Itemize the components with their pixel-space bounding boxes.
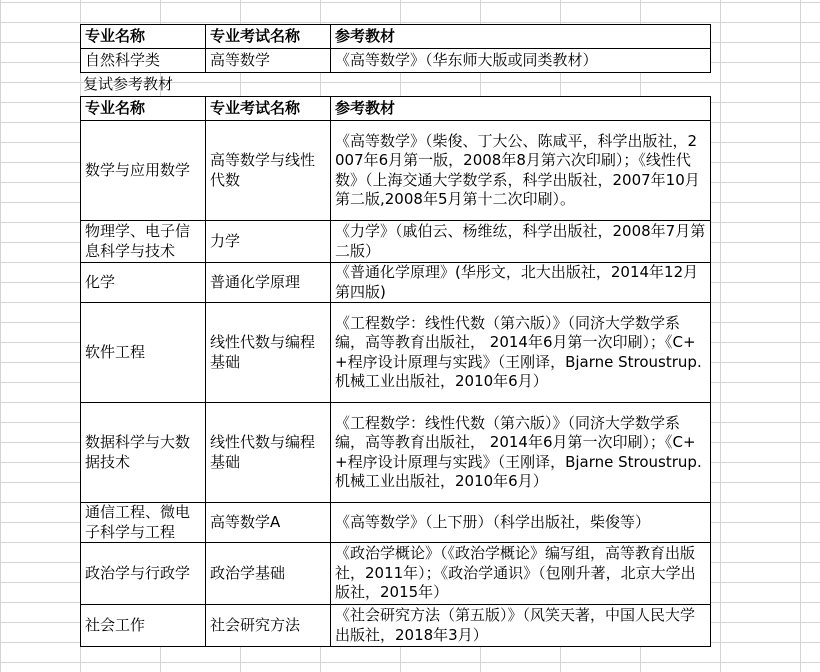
cell-major[interactable]: 物理学、电子信息科学与技术 — [81, 221, 206, 263]
initial-exam-table — [80, 24, 711, 73]
cell-major[interactable]: 化学 — [81, 263, 206, 303]
header-exam-name[interactable]: 专业考试名称 — [206, 97, 331, 121]
table-row — [81, 221, 711, 263]
cell-textbook[interactable]: 《高等数学》（上下册）（科学出版社，柴俊等） — [331, 503, 711, 543]
cell-major[interactable]: 通信工程、微电子科学与工程 — [81, 503, 206, 543]
table-row — [81, 503, 711, 543]
header-textbook[interactable]: 参考教材 — [331, 97, 711, 121]
header-major[interactable]: 专业名称 — [81, 97, 206, 121]
cell-exam-name[interactable]: 高等数学与线性代数 — [206, 121, 331, 221]
cell-exam-name[interactable]: 高等数学A — [206, 503, 331, 543]
cell-exam-name[interactable]: 力学 — [206, 221, 331, 263]
cell-major[interactable]: 自然科学类 — [81, 49, 206, 73]
cell-exam-name[interactable]: 社会研究方法 — [206, 605, 331, 647]
cell-major[interactable]: 社会工作 — [81, 605, 206, 647]
cell-exam-name[interactable]: 政治学基础 — [206, 543, 331, 605]
table-header-row — [81, 25, 711, 49]
retest-table — [80, 96, 711, 647]
cell-textbook[interactable]: 《高等数学》（华东师大版或同类教材） — [331, 49, 711, 73]
table-row — [81, 303, 711, 403]
table-row — [81, 263, 711, 303]
table-row — [81, 49, 711, 73]
cell-textbook[interactable]: 《工程数学：线性代数（第六版）》（同济大学数学系编，高等教育出版社， 2014年6月第一次印刷）；《C++程序设计原理与实践》（王刚译，Bjarne Stroustrup.机械工业出版社，2010年6月） — [331, 403, 711, 503]
cell-textbook[interactable]: 《社会研究方法（第五版）》（风笑天著，中国人民大学出版社，2018年3月） — [331, 605, 711, 647]
header-textbook[interactable]: 参考教材 — [331, 25, 711, 49]
cell-textbook[interactable]: 《力学》（戚伯云、杨维纮，科学出版社，2008年7月第二版） — [331, 221, 711, 263]
cell-textbook[interactable]: 《工程数学：线性代数（第六版）》（同济大学数学系编，高等教育出版社， 2014年6月第一次印刷）；《C++程序设计原理与实践》（王刚译，Bjarne Stroustrup.机械工业出版社，2010年6月） — [331, 303, 711, 403]
retest-caption[interactable]: 复试参考教材 — [83, 75, 174, 93]
table-row — [81, 121, 711, 221]
header-exam-name[interactable]: 专业考试名称 — [206, 25, 331, 49]
table-row — [81, 543, 711, 605]
table-row — [81, 605, 711, 647]
cell-exam-name[interactable]: 普通化学原理 — [206, 263, 331, 303]
table-header-row — [81, 97, 711, 121]
cell-textbook[interactable]: 《普通化学原理》(华彤文，北大出版社，2014年12月第四版) — [331, 263, 711, 303]
cell-major[interactable]: 数学与应用数学 — [81, 121, 206, 221]
cell-textbook[interactable]: 《高等数学》（柴俊、丁大公、陈咸平，科学出版社，2007年6月第一版，2008年8月第六次印刷）；《线性代数》（上海交通大学数学系，科学出版社，2007年10月第二版,2008年5月第十二次印刷）。 — [331, 121, 711, 221]
cell-major[interactable]: 软件工程 — [81, 303, 206, 403]
cell-exam-name[interactable]: 高等数学 — [206, 49, 331, 73]
header-major[interactable]: 专业名称 — [81, 25, 206, 49]
table-row — [81, 403, 711, 503]
cell-exam-name[interactable]: 线性代数与编程基础 — [206, 303, 331, 403]
cell-major[interactable]: 政治学与行政学 — [81, 543, 206, 605]
cell-exam-name[interactable]: 线性代数与编程基础 — [206, 403, 331, 503]
cell-major[interactable]: 数据科学与大数据技术 — [81, 403, 206, 503]
cell-textbook[interactable]: 《政治学概论》（《政治学概论》编写组，高等教育出版社，2011年）；《政治学通识》（包刚升著，北京大学出版社，2015年） — [331, 543, 711, 605]
